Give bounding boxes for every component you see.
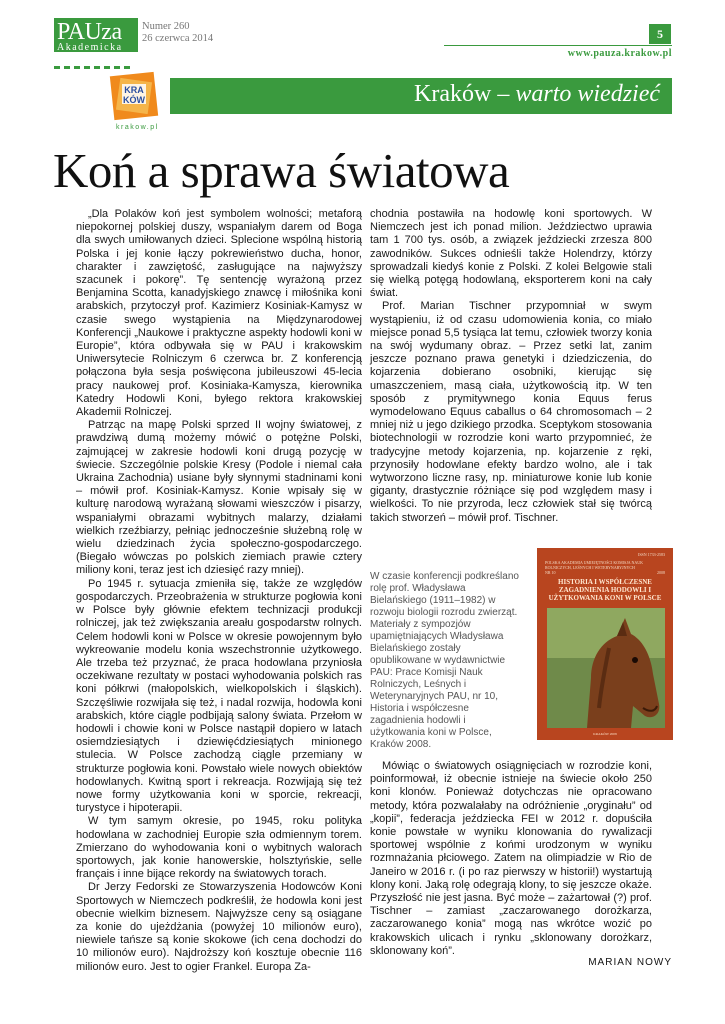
article-author: MARIAN NOWY [588, 957, 672, 968]
paragraph: „Dla Polaków koń jest symbolem wolności; metaforą niepokornej polskiej duszy, wspaniałym darem od Boga dla swych umiłowanych dzieci. Splecione wspólną historią Polska i jej konie łączy pokrewieństwo ducha, honor, charakter i zawziętość, zasługujące na najwyższy szacunek i pokorę”. Tę sentencję wyrażoną przez Benjamina Scotta, kanadyjskiego znawcę i miłośnika koni arabskich, przytoczył prof. Kazimierz Kosiniak-Kamysz w czasie swego wystąpienia na Międzynarodowej Konferencji „Naukowe i praktyczne aspekty hodowli koni w Europie”, która odbywała się w PAU i krakowskim Uniwersytecie Rolniczym 6 czerwca br. Z konferencją połączona była sesja poświęcona jubileuszowi 45-lecia pracy naukowej prof. Kosiniaka-Kamysza, kierownika Katedry Hodowli Koni, byłego rektora krakowskiej Akademii Rolniczej. [76, 208, 362, 419]
book-title: HISTORIA I WSPÓŁCZESNE ZAGADNIENIA HODOWLI I UŻYTKOWANIA KONI W POLSCE [548, 578, 662, 602]
paragraph: chodnia postawiła na hodowlę koni sportowych. W Niemczech jest ich ponad milion. Jeździectwo uprawia tam 1 700 tys. osób, a związek jeździecki zrzesza 800 zawodników. Sukces odnieśli także Holendrzy, którzy sprowadzali kiedyś konie z Polski. Z kolei Belgowie stali się wielką potęgą hodowlaną, eksporterem koni na cały świat. [370, 208, 652, 300]
paragraph: Mówiąc o światowych osiągnięciach w rozrodzie koni, poinformował, iż obecnie istnieje na świecie około 250 koni klonów. Ponieważ dotychczas nie opracowano metody, która pozwalałaby na odróżnienie „oryginału” od „kopii”, federacja jeździecka FEI w 2012 r. dopuściła konie powstałe w wyniku klonowania do rywalizacji sportowej wspólnie z końmi urodzonym w wyniku rozmnażania płciowego. Zatem na olimpiadzie w Rio de Janeiro w 2016 r. (i po raz pierwszy w historii!) wystartują klony koni. Jaką rolę odegrają klony, to się jeszcze okaże. Przyszłość nie jest jasna. Być może – zażartował (?) prof. Tischner – zamiast „zaczarowanego dorożkarza, zaczarowanego konia” mogą nas wkrótce wozić po krakowskich ulicach i rynku „sklonowany dorożkarz, sklonowany koń”. [370, 760, 652, 957]
article-column-1 [76, 208, 362, 974]
book-publisher [545, 560, 665, 575]
section-title-italic: warto wiedzieć [515, 81, 660, 107]
section-banner [170, 78, 672, 114]
paragraph: Po 1945 r. sytuacja zmieniła się, także ze względów gospodarczych. Przeobrażenia w strukturze pogłowia koni w Polsce były głównie efektem technizacji produkcji rolniczej, jak też zwiększania areału gospodarstw rolnych. Celem hodowli koni w Polsce w okresie powojennym było wykreowanie modelu konia wszechstronnie użytkowego. Ale trzeba też przyznać, że praca hodowlana przyniosła oczekiwane rezultaty w postaci wyhodowania polskich ras koni półkrwi (małopolskich, wielkopolskich i śląskich). Szczęśliwie rozwijała się też, i nadal rozwija, hodowla koni arabskich, które ciągle podbijają salony świata. Przełom w hodowli i chowie koni w Polsce nastąpił dopiero w latach osiemdziesiątych i dziewięćdziesiątych minionego stulecia. W Polsce zachodzą ciągle przemiany w strukturze pogłowia koni. Powstało wiele nowych obiektów hodowlanych. Kwitną sport i rekreacja. Rozwijają się też nowe formy użytkowania koni w sporcie, rekreacji, turystyce i hipoterapii. [76, 577, 362, 815]
book-publisher-text: POLSKA AKADEMIA UMIEJĘTNOŚCI KOMISJA NAUK ROLNICZYCH, LEŚNYCH I WETERYNARYJNYCH [545, 560, 644, 570]
article-title: Koń a sprawa światowa [53, 143, 510, 198]
header-divider [444, 45, 672, 46]
paragraph: Patrząc na mapę Polski sprzed II wojny światowej, z prawdziwą dumą możemy mówić o potężne Polski, zajmującej w zakresie hodowli koni drugą pozycję w świecie. Szczególnie polskie Kresy (Podole i niemal cała Ukraina Zachodnia) usiane były słynnymi stadninami koni – mówił prof. Kosiniak-Kamysz. Konie wpisały się w kulturę narodową wyrażaną słowami wieszczów i pisarzy, wspaniałymi obrazami wybitnych malarzy, działami wielkich rzeźbiarzy, pełniąc jednocześnie służebną rolę w wielu dziedzinach życia społeczno-gospodarczego. (Biegało wówczas po polskich ziemiach prawie cztery miliony koni, teraz jest ich dziesięć razy mniej). [76, 419, 362, 577]
section-title-plain: Kraków – [414, 81, 516, 107]
pauza-logo[interactable] [54, 18, 138, 52]
krakow-logo-text: KRA [124, 85, 144, 95]
page-number: 5 [649, 24, 671, 44]
paragraph: Prof. Marian Tischner przypomniał w swym wystąpieniu, iż od czasu udomowienia konia, co miało miejsce ponad 5,5 tysiąca lat temu, człowiek tworzy konia na swój wydumany obraz. – Przez setki lat, zanim jeszcze poznano prawa genetyki i dziedziczenia, do kojarzenia dobierano osobniki, kierując się umaszczeniem, masą ciała, użytkowością itp. W ten sposób z prymitywnego konia Equus ferus wymodelowano Equus caballus o 64 chromosomach – 2 mniej niż u jego dzikiego przodka. Sceptykom stosowania biotechnologii w rozrodzie koni warto przypomnieć, że tradycyjne metody kojarzenia, np. kojarzenie z ręki, przynosiły hodowlane efekty bardzo wolno, ale i tak wytworzono liczne rasy, np. miniaturowe konie lub konie giganty, drastycznie różniące się pod względem masy i wielkości. To nie przyroda, lecz człowiek stał się twórcą takich stworzeń – mówił prof. Tischner. [370, 300, 652, 524]
book-issn: ISSN 1733-2583 [637, 552, 665, 557]
book-city-year: KRAKÓW 2008 [593, 732, 617, 736]
krakow-logo-subtext: krakow.pl [116, 124, 159, 131]
svg-text:KÓW: KÓW [123, 95, 145, 105]
logo-sub-text: Akademicka [57, 42, 123, 53]
paragraph: W tym samym okresie, po 1945, roku polityka hodowlana w zachodniej Europie szła odmiennym torem. Zmierzano do wyhodowania koni o wybitnych walorach sportowych, jak konie hanowerskie, holsztyńskie, selle français i inne bijące rekordy na światowych torach. [76, 815, 362, 881]
krakow-logo-icon [108, 70, 160, 128]
book-cover-image [537, 548, 673, 740]
issue-number: Numer 260 [142, 21, 190, 32]
paragraph: Dr Jerzy Fedorski ze Stowarzyszenia Hodowców Koni Sportowych w Niemczech podkreślił, że hodowla koni jest obecnie wielkim biznesem. Najwyższe ceny są osiągane za konie do ujeżdżania (powyżej 10 milionów euro), niewiele tańsze są konie skokowe (ich cena dochodzi do 10 milionów euro). Najdroższy koń kosztuje obecnie 116 milionów euro. Jest to ogier Frankel. Europa Za- [76, 881, 362, 973]
logo-dots-decoration [54, 56, 138, 60]
article-column-3 [370, 760, 652, 958]
site-url-link[interactable]: www.pauza.krakow.pl [567, 48, 672, 59]
article-column-2 [370, 208, 652, 525]
horse-head-icon [547, 608, 665, 728]
issue-info [142, 21, 213, 45]
issue-date: 26 czerwca 2014 [142, 33, 214, 44]
logo-main-text: PAUza [57, 19, 122, 45]
book-number: NR 10 [545, 570, 556, 575]
section-title [414, 81, 660, 108]
image-caption: W czasie konferencji podkreślano rolę prof. Władysława Bielańskiego (1911–1982) w rozwoju biologii rozrodu zwierząt. Materiały z sympozjów upamiętniających Władysława Bielańskiego zostały opublikowane w wydawnictwie PAU: Prace Komisji Nauk Rolniczych, Leśnych i Weterynaryjnych PAU, nr 10, Historia i współczesne zagadnienia hodowli i użytkowania koni w Polsce, Kraków 2008. [370, 571, 519, 750]
book-year-top: 2008 [657, 570, 665, 575]
